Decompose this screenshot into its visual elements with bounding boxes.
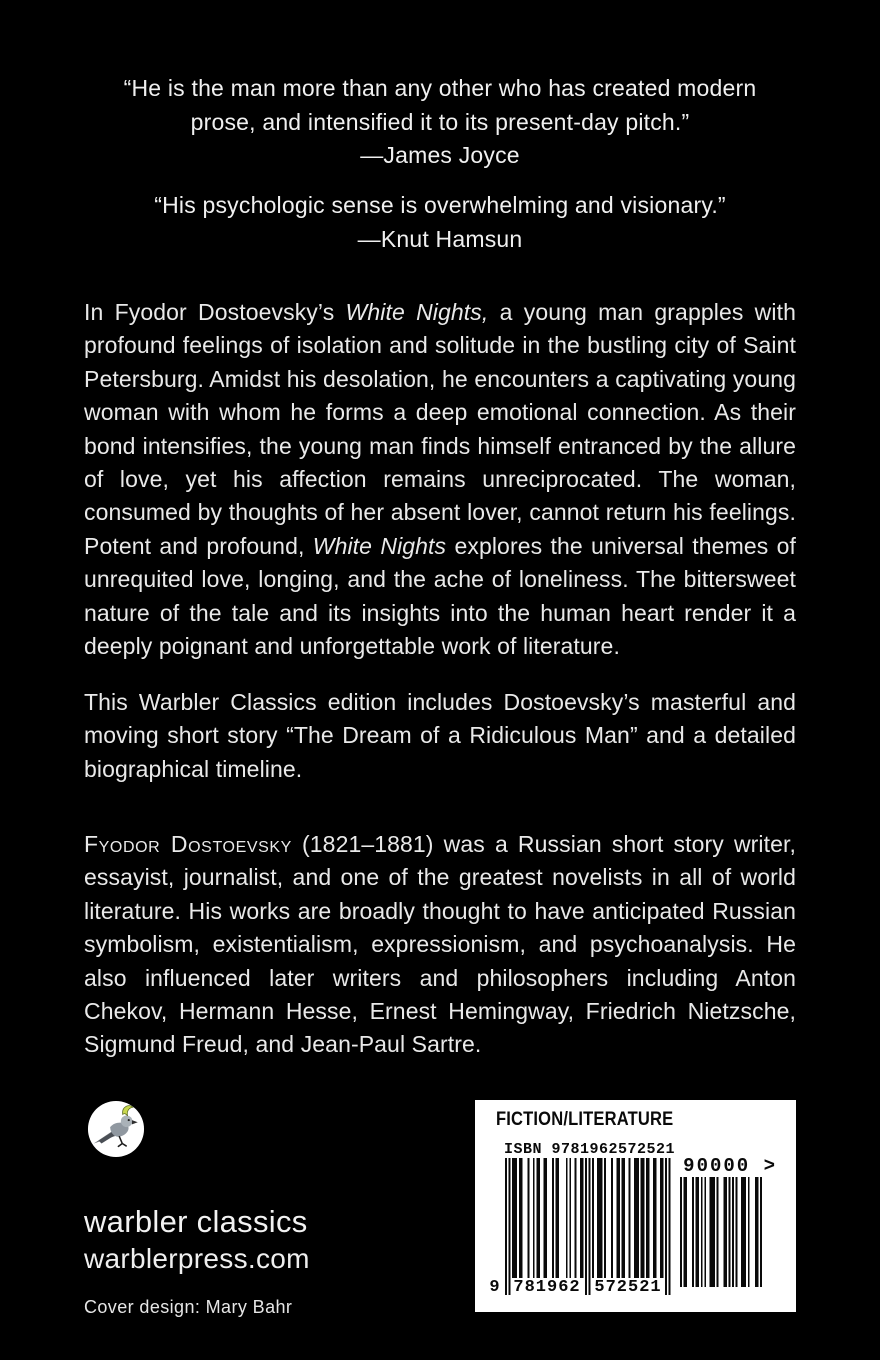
- supplement-price-code: 90000 >: [683, 1155, 777, 1177]
- publisher-logo: [87, 1100, 145, 1158]
- synopsis-paragraph: In Fyodor Dostoevsky’s White Nights, a young man grapples with profound feelings of isolation and solitude in the bustling city of Saint Petersburg. Amidst his desolation, he encounters a captivating young woman with whom he forms a deep emotional connection. As their bond intensifies, the young man finds himself entranced by the allure of love, yet his affection remains unreciprocated. The woman, consumed by thoughts of her absent lover, cannot return his feelings. Potent and profound, White Nights explores the universal themes of unrequited love, longing, and the ache of loneliness. The bittersweet nature of the tale and its insights into the human heart render it a deeply poignant and unforgettable work of literature.: [84, 299, 797, 660]
- barcode-digits-right: 572521: [594, 1278, 662, 1297]
- ean5-supplement-barcode: [680, 1177, 762, 1287]
- cover-design-credit: Cover design: Mary Bahr: [84, 1297, 293, 1317]
- isbn-label: ISBN 9781962572521: [504, 1141, 676, 1158]
- edition-note-text: This Warbler Classics edition includes Dostoevsky’s masterful and moving short story “The Dream of a Ridiculous Man” and a detailed biographical timeline.: [84, 689, 796, 782]
- review-quote-1-attribution: —James Joyce: [360, 142, 520, 168]
- review-quote-2: [110, 189, 770, 256]
- genre-label: FICTION/LITERATURE: [496, 1109, 674, 1130]
- barcode-panel: [475, 1100, 796, 1312]
- author-bio-paragraph: Fyodor Dostoevsky (1821–1881) was a Russian short story writer, essayist, journalist, and one of the greatest novelists in all of world literature. His works are broadly thought to have anticipated Russian symbolism, existentialism, expressionism, and psychoanalysis. He also influenced later writers and philosophers including Anton Chekov, Hermann Hesse, Ernest Hemingway, Friedrich Nietzsche, Sigmund Freud, and Jean-Paul Sartre.: [84, 831, 797, 1058]
- barcode-digit-first: 9: [489, 1278, 501, 1297]
- warbler-bird-icon: [87, 1100, 145, 1158]
- imprint-name: warbler classics: [84, 1204, 308, 1239]
- ean13-barcode: [505, 1158, 671, 1295]
- barcode-digits-left: 781962: [513, 1278, 581, 1297]
- edition-note-paragraph: [84, 686, 796, 786]
- review-quote-1-text: “He is the man more than any other who has created modern prose, and intensified it to its present-day pitch.”: [123, 75, 757, 135]
- publisher-website: warblerpress.com: [84, 1243, 310, 1274]
- review-quote-2-attribution: —Knut Hamsun: [357, 225, 523, 252]
- review-quote-1: [110, 72, 770, 173]
- review-quote-2-text: “His psychologic sense is overwhelming and visionary.”: [154, 192, 726, 218]
